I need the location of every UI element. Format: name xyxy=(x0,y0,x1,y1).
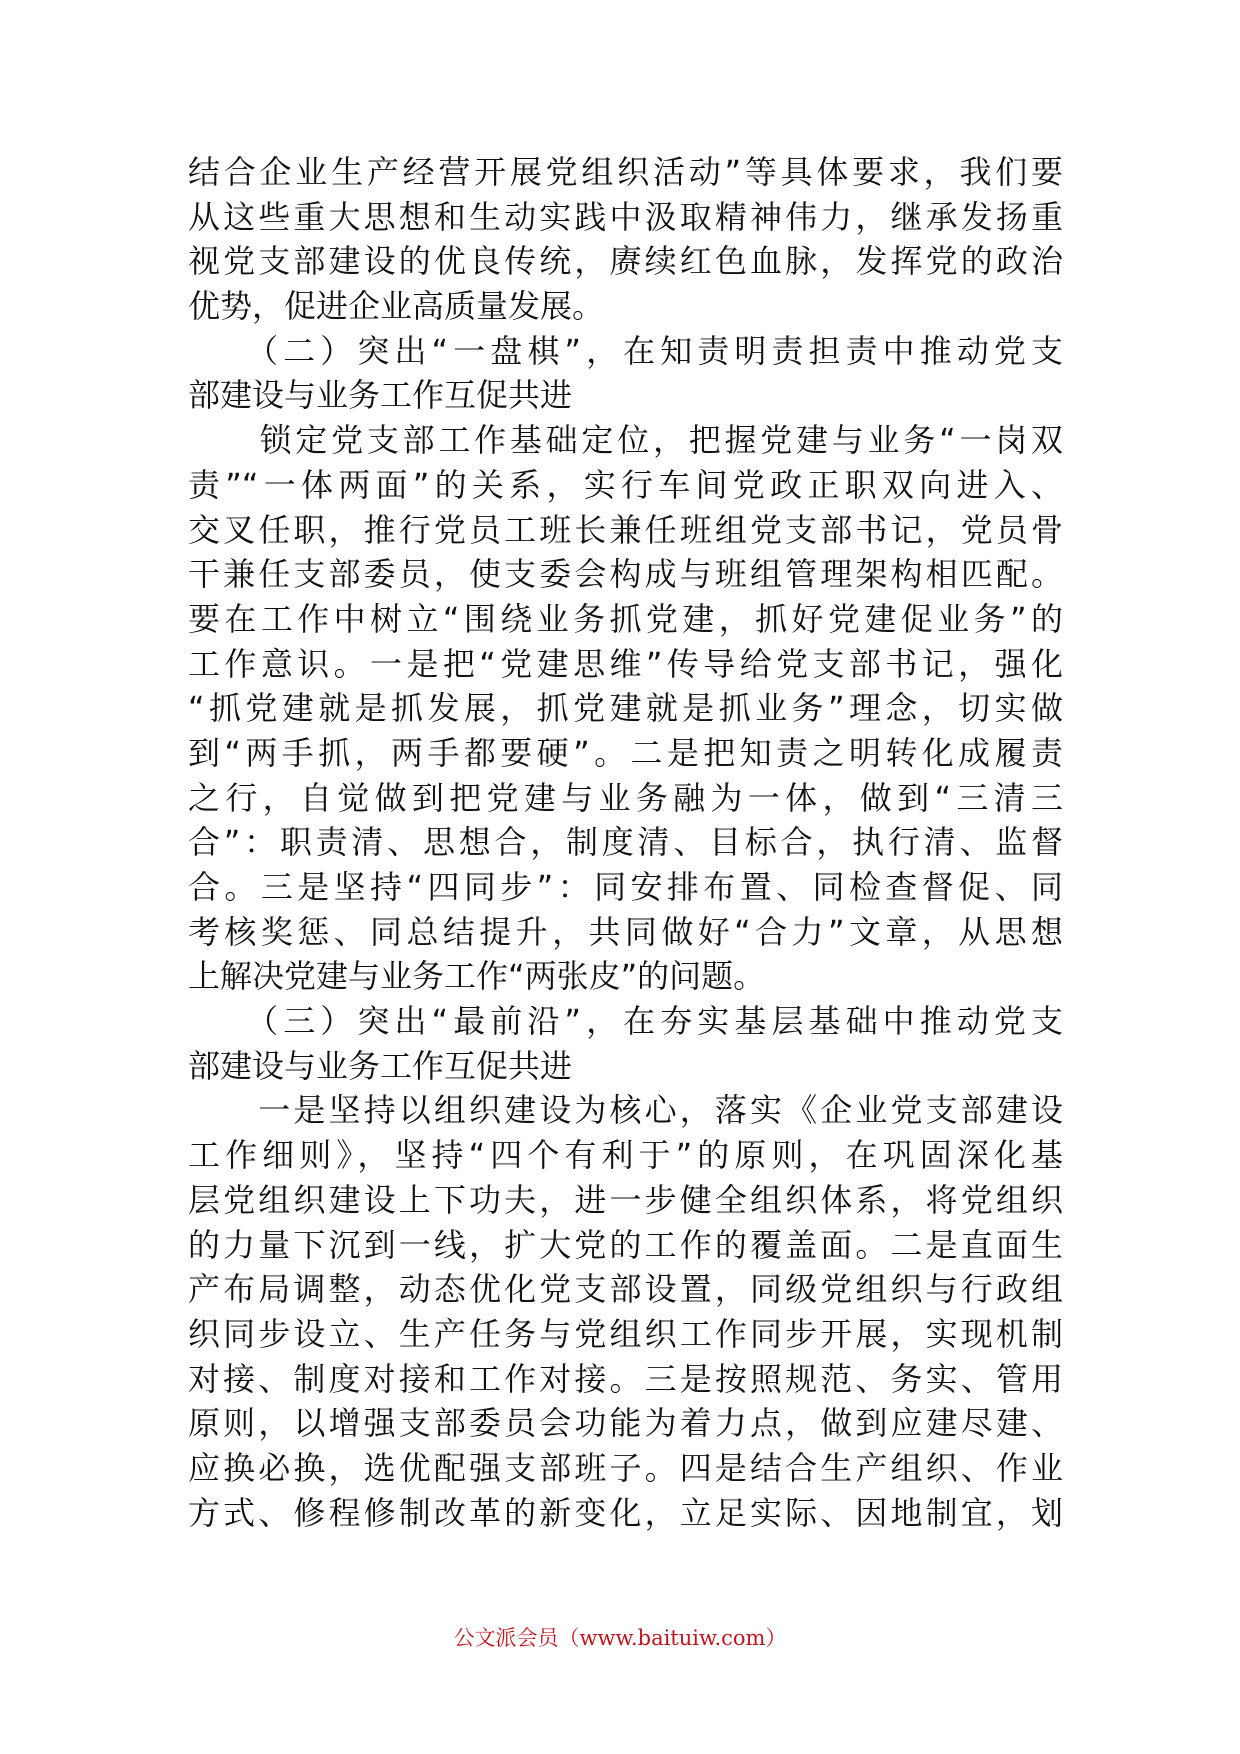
text-line: 干兼任支部委员，使支委会构成与班组管理架构相匹配。 xyxy=(188,555,1063,594)
text-line: 锁定党支部工作基础定位，把握党建与业务“一岗双 xyxy=(188,421,1063,460)
text-line: 部建设与业务工作互促共进 xyxy=(188,376,573,415)
text-line: 工作细则》，坚持“四个有利于”的原则，在巩固深化基 xyxy=(188,1136,1063,1175)
text-line: 原则，以增强支部委员会功能为着力点，做到应建尽建、 xyxy=(188,1404,1063,1443)
text-line: 应换必换，选优配强支部班子。四是结合生产组织、作业 xyxy=(188,1448,1063,1487)
text-line: 到“两手抓，两手都要硬”。二是把知责之明转化成履责 xyxy=(188,733,1063,772)
text-line: 对接、制度对接和工作对接。三是按照规范、务实、管用 xyxy=(188,1359,1063,1398)
text-line: 部建设与业务工作互促共进 xyxy=(188,1046,573,1085)
text-line: 工作意识。一是把“党建思维”传导给党支部书记，强化 xyxy=(188,644,1063,683)
text-line: 要在工作中树立“围绕业务抓党建，抓好党建促业务”的 xyxy=(188,599,1063,638)
text-line: 考核奖惩、同总结提升，共同做好“合力”文章，从思想 xyxy=(188,912,1063,951)
document-body xyxy=(188,150,1063,1535)
text-line: 合。三是坚持“四同步”：同安排布置、同检查督促、同 xyxy=(188,868,1063,906)
text-line: 交叉任职，推行党员工班长兼任班组党支部书记，党员骨 xyxy=(188,510,1063,549)
text-line: 优势，促进企业高质量发展。 xyxy=(188,287,605,326)
text-line: 之行，自觉做到把党建与业务融为一体，做到“三清三 xyxy=(188,778,1063,817)
text-line: 结合企业生产经营开展党组织活动”等具体要求，我们要 xyxy=(188,153,1063,191)
text-line: 责”“一体两面”的关系，实行车间党政正职双向进入、 xyxy=(188,465,1063,504)
text-line: 从这些重大思想和生动实践中汲取精神伟力，继承发扬重 xyxy=(188,197,1063,236)
text-line: 织同步设立、生产任务与党组织工作同步开展，实现机制 xyxy=(188,1314,1063,1353)
watermark-footer: 公文派会员（www.baituiw.com） xyxy=(453,1626,787,1650)
text-line: （三）突出“最前沿”，在夯实基层基础中推动党支 xyxy=(188,1002,1063,1041)
text-line: 上解决党建与业务工作“两张皮”的问题。 xyxy=(188,957,766,996)
text-line: 层党组织建设上下功夫，进一步健全组织体系，将党组织 xyxy=(188,1180,1063,1219)
text-line: 的力量下沉到一线，扩大党的工作的覆盖面。二是直面生 xyxy=(188,1225,1063,1264)
text-line: 产布局调整，动态优化党支部设置，同级党组织与行政组 xyxy=(188,1270,1063,1309)
text-line: “抓党建就是抓发展，抓党建就是抓业务”理念，切实做 xyxy=(188,689,1063,728)
text-line: 合”：职责清、思想合，制度清、目标合，执行清、监督 xyxy=(188,823,1063,862)
text-line: 方式、修程修制改革的新变化，立足实际、因地制宜，划 xyxy=(188,1493,1063,1532)
text-line: （二）突出“一盘棋”，在知责明责担责中推动党支 xyxy=(188,331,1063,370)
text-line: 一是坚持以组织建设为核心，落实《企业党支部建设 xyxy=(188,1091,1063,1130)
text-line: 视党支部建设的优良传统，赓续红色血脉，发挥党的政治 xyxy=(188,242,1063,281)
